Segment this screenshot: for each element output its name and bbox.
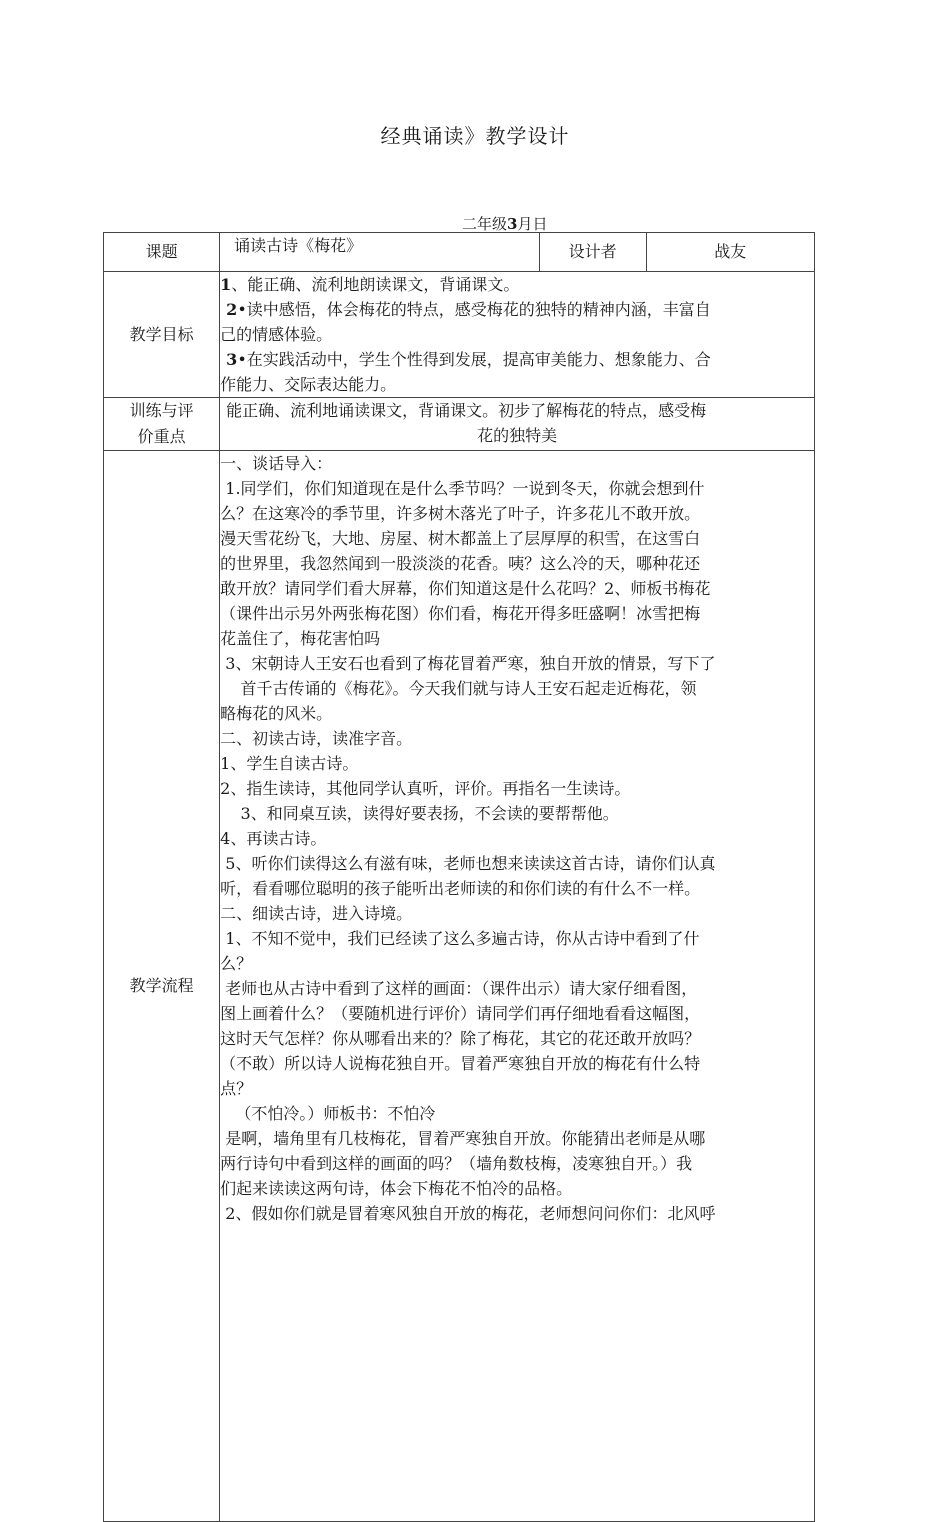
focus-line-1: 能正确、流利地诵读课文，背诵课文。初步了解梅花的特点，感受梅 — [226, 401, 707, 420]
topic-label: 课题 — [104, 233, 220, 272]
flow-line: 两行诗句中看到这样的画面的吗？（墙角数枝梅，凌寒独自开。）我 — [220, 1154, 693, 1173]
flow-lines — [220, 451, 814, 1521]
flow-line: 4、再读古诗。 — [220, 829, 327, 848]
flow-line: （不怕冷。）师板书：不怕冷 — [220, 1104, 436, 1123]
topic-row — [104, 233, 815, 272]
flow-line: 这时天气怎样？你从哪看出来的？除了梅花，其它的花还敢开放吗？ — [220, 1029, 701, 1048]
document-title: 经典诵读》教学设计 — [380, 124, 570, 148]
focus-label — [104, 398, 220, 451]
flow-content — [220, 451, 815, 1522]
flow-line: （课件出示另外两张梅花图）你们看，梅花开得多旺盛啊！冰雪把梅 — [220, 604, 701, 623]
flow-line: 1、学生自读古诗。 — [220, 754, 359, 773]
flow-line: 漫天雪花纷飞，大地、房屋、树木都盖上了层厚厚的积雪，在这雪白 — [220, 529, 701, 548]
grade-date-line — [462, 213, 547, 234]
flow-row — [104, 451, 815, 1522]
flow-line: 敢开放？请同学们看大屏幕，你们知道这是什么花吗？2、师板书梅花 — [220, 579, 711, 598]
flow-line: 3、和同桌互读，读得好要表扬，不会读的要帮帮他。 — [220, 804, 619, 823]
flow-line: 首千古传诵的《梅花》。今天我们就与诗人王安石起走近梅花，领 — [220, 679, 697, 698]
goal-item-2: 2•读中感悟，体会梅花的特点，感受梅花的独特的精神内涵，丰富自 — [226, 300, 711, 319]
goals-row — [104, 272, 815, 398]
designer-value: 战友 — [646, 233, 814, 272]
focus-label-line2: 价重点 — [137, 427, 186, 446]
focus-label-line1: 训练与评 — [129, 401, 194, 420]
flow-line: 二、初读古诗，读准字音。 — [220, 729, 413, 748]
flow-line: 点？ — [220, 1079, 253, 1098]
goals-label: 教学目标 — [104, 272, 220, 398]
flow-line: 是啊，墙角里有几枝梅花，冒着严寒独自开放。你能猜出老师是从哪 — [220, 1129, 706, 1148]
focus-line-2: 花的独特美 — [477, 426, 558, 445]
flow-line: 1.同学们，你们知道现在是什么季节吗？一说到冬天，你就会想到什 — [220, 479, 705, 498]
grade-month: 3 — [507, 215, 518, 233]
flow-line: 听，看看哪位聪明的孩子能听出老师读的和你们读的有什么不一样。 — [220, 879, 701, 898]
flow-line: 花盖住了，梅花害怕吗 — [220, 629, 381, 648]
flow-line: 5、听你们读得这么有滋有味，老师也想来读读这首古诗，请你们认真 — [220, 854, 716, 873]
goal-item-3: 3•在实践活动中，学生个性得到发展，提高审美能力、想象能力、合 — [226, 350, 711, 369]
goal-item-3-cont: 作能力、交际表达能力。 — [220, 375, 397, 394]
goals-content — [220, 272, 815, 398]
grade-suffix: 月日 — [517, 215, 548, 233]
topic-value: 诵读古诗《梅花》 — [220, 233, 539, 272]
flow-line: 的世界里，我忽然闻到一股淡淡的花香。咦？这么冷的天，哪种花还 — [220, 554, 701, 573]
flow-line: 图上画着什么？（要随机进行评价）请同学们再仔细地看看这幅图， — [220, 1004, 701, 1023]
goal-item-2-cont: 己的情感体验。 — [220, 325, 333, 344]
focus-content — [220, 398, 815, 451]
designer-label: 设计者 — [539, 233, 646, 272]
flow-line: 么？ — [220, 954, 253, 973]
flow-line: 么？在这寒冷的季节里，许多树木落光了叶子，许多花儿不敢开放。 — [220, 504, 701, 523]
focus-row — [104, 398, 815, 451]
lesson-plan-table — [103, 232, 815, 1522]
flow-line: 老师也从古诗中看到了这样的画面：（课件出示）请大家仔细看图， — [220, 979, 698, 998]
flow-line: 2、指生读诗，其他同学认真听，评价。再指名一生读诗。 — [220, 779, 631, 798]
goal-item-1: 1、能正确、流利地朗读课文，背诵课文。 — [220, 275, 520, 294]
flow-label: 教学流程 — [104, 451, 220, 1522]
flow-line: 们起来读读这两句诗，体会下梅花不怕冷的品格。 — [220, 1179, 573, 1198]
flow-line: 3、宋朝诗人王安石也看到了梅花冒着严寒，独自开放的情景，写下了 — [220, 654, 716, 673]
flow-line: 2、假如你们就是冒着寒风独自开放的梅花，老师想问问你们：北风呼 — [220, 1204, 716, 1223]
grade-prefix: 二年级 — [462, 215, 508, 233]
flow-line: 一、谈话导入： — [220, 454, 333, 473]
flow-line: 略梅花的风米。 — [220, 704, 333, 723]
flow-line: （不敢）所以诗人说梅花独自开。冒着严寒独自开放的梅花有什么特 — [220, 1054, 701, 1073]
flow-line: 二、细读古诗，进入诗境。 — [220, 904, 413, 923]
flow-line: 1、不知不觉中，我们已经读了这么多遍古诗，你从古诗中看到了什 — [220, 929, 700, 948]
